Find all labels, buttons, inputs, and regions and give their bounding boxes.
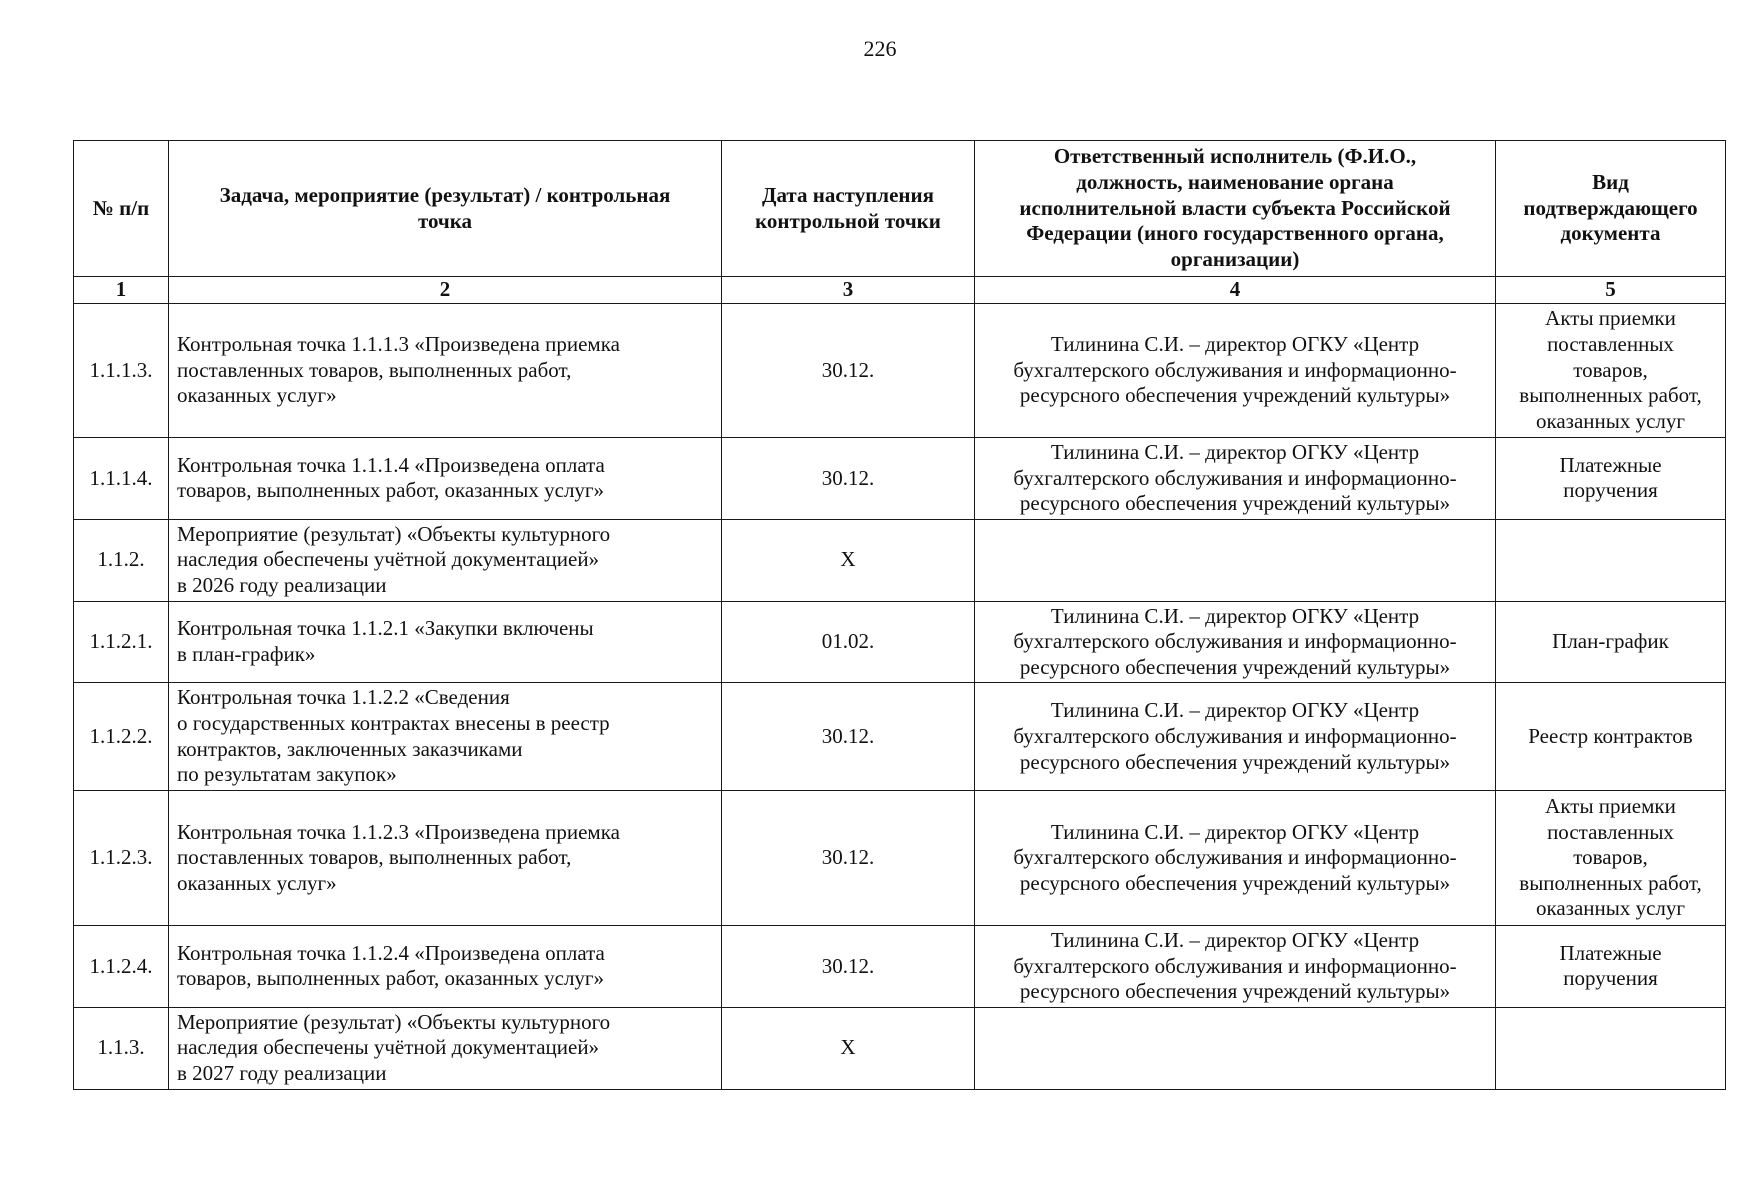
row-task: Мероприятие (результат) «Объекты культурного наследия обеспечены учётной документацией» в 2026 году реализации <box>169 519 722 601</box>
row-date: 30.12. <box>722 438 975 520</box>
row-responsible: Тилинина С.И. – директор ОГКУ «Центр бухгалтерского обслуживания и информационно- ресурсного обеспечения учреждений культуры» <box>975 683 1496 790</box>
row-number: 1.1.2.1. <box>74 601 169 683</box>
table-row <box>74 683 1726 790</box>
row-task: Контрольная точка 1.1.2.4 «Произведена оплата товаров, выполненных работ, оказанных услуг» <box>169 925 722 1007</box>
table-row <box>74 438 1726 520</box>
column-number: 2 <box>169 277 722 304</box>
row-task: Контрольная точка 1.1.2.2 «Сведения о государственных контрактах внесены в реестр контрактов, заключенных заказчиками по результатам закупок» <box>169 683 722 790</box>
header-row <box>74 141 1726 277</box>
row-date: X <box>722 1007 975 1089</box>
column-number: 4 <box>975 277 1496 304</box>
row-responsible: Тилинина С.И. – директор ОГКУ «Центр бухгалтерского обслуживания и информационно- ресурсного обеспечения учреждений культуры» <box>975 925 1496 1007</box>
row-task: Контрольная точка 1.1.2.1 «Закупки включены в план-график» <box>169 601 722 683</box>
table-row <box>74 304 1726 438</box>
row-document: Акты приемки поставленных товаров, выполненных работ, оказанных услуг <box>1496 304 1726 438</box>
row-number: 1.1.1.3. <box>74 304 169 438</box>
row-document: Акты приемки поставленных товаров, выполненных работ, оказанных услуг <box>1496 790 1726 925</box>
row-responsible <box>975 519 1496 601</box>
row-document: Платежные поручения <box>1496 438 1726 520</box>
row-document: Платежные поручения <box>1496 925 1726 1007</box>
row-date: X <box>722 519 975 601</box>
row-date: 30.12. <box>722 790 975 925</box>
row-date: 30.12. <box>722 683 975 790</box>
header-responsible: Ответственный исполнитель (Ф.И.О., должность, наименование органа исполнительной власти субъекта Российской Федерации (иного государственного органа, организации) <box>975 141 1496 277</box>
row-responsible: Тилинина С.И. – директор ОГКУ «Центр бухгалтерского обслуживания и информационно- ресурсного обеспечения учреждений культуры» <box>975 304 1496 438</box>
header-document: Вид подтверждающего документа <box>1496 141 1726 277</box>
header-number: № п/п <box>74 141 169 277</box>
row-document <box>1496 519 1726 601</box>
row-task: Контрольная точка 1.1.1.3 «Произведена приемка поставленных товаров, выполненных работ, оказанных услуг» <box>169 304 722 438</box>
row-date: 30.12. <box>722 304 975 438</box>
row-task: Контрольная точка 1.1.2.3 «Произведена приемка поставленных товаров, выполненных работ, оказанных услуг» <box>169 790 722 925</box>
column-numbers-row <box>74 277 1726 304</box>
row-number: 1.1.2.3. <box>74 790 169 925</box>
control-points-table <box>73 140 1726 1090</box>
column-number: 5 <box>1496 277 1726 304</box>
row-task: Мероприятие (результат) «Объекты культурного наследия обеспечены учётной документацией» в 2027 году реализации <box>169 1007 722 1089</box>
row-number: 1.1.2. <box>74 519 169 601</box>
row-number: 1.1.2.2. <box>74 683 169 790</box>
row-date: 01.02. <box>722 601 975 683</box>
table-row <box>74 519 1726 601</box>
row-task: Контрольная точка 1.1.1.4 «Произведена оплата товаров, выполненных работ, оказанных услуг» <box>169 438 722 520</box>
table-row <box>74 790 1726 925</box>
page-number: 226 <box>863 36 897 61</box>
table-row <box>74 925 1726 1007</box>
header-date: Дата наступления контрольной точки <box>722 141 975 277</box>
row-date: 30.12. <box>722 925 975 1007</box>
column-number: 1 <box>74 277 169 304</box>
table-row <box>74 1007 1726 1089</box>
row-responsible: Тилинина С.И. – директор ОГКУ «Центр бухгалтерского обслуживания и информационно- ресурсного обеспечения учреждений культуры» <box>975 438 1496 520</box>
row-responsible: Тилинина С.И. – директор ОГКУ «Центр бухгалтерского обслуживания и информационно- ресурсного обеспечения учреждений культуры» <box>975 790 1496 925</box>
row-document: План-график <box>1496 601 1726 683</box>
column-number: 3 <box>722 277 975 304</box>
row-number: 1.1.3. <box>74 1007 169 1089</box>
row-document <box>1496 1007 1726 1089</box>
row-number: 1.1.1.4. <box>74 438 169 520</box>
row-responsible: Тилинина С.И. – директор ОГКУ «Центр бухгалтерского обслуживания и информационно- ресурсного обеспечения учреждений культуры» <box>975 601 1496 683</box>
table-row <box>74 601 1726 683</box>
row-document: Реестр контрактов <box>1496 683 1726 790</box>
row-number: 1.1.2.4. <box>74 925 169 1007</box>
row-responsible <box>975 1007 1496 1089</box>
header-task: Задача, мероприятие (результат) / контрольная точка <box>169 141 722 277</box>
